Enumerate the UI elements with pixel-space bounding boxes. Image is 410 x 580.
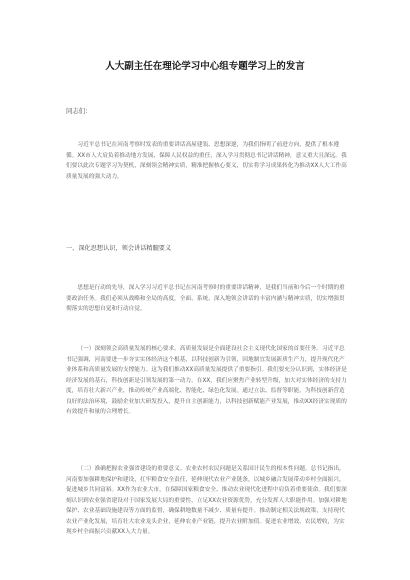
salutation: 同志们： <box>66 107 92 115</box>
intro-paragraph <box>66 140 350 182</box>
section-heading: 一、深化思想认识，领会讲话精髓要义 <box>66 245 172 252</box>
paragraph-text: （二）准确把握农业强省建设的重要意义。农业农村农民问题是关系国计民生的根本性问题。总书记指出，河南要加强耕地保护和建设，扛牢粮食安全责任，延伸现代农业产业链条，以城乡融合发展带动乡村全面振兴，促进城乡共同富裕。XX作为农业大市，在保障国家粮食安全、推动农业现代化进程中肩负着重要使命。我们要深刻认识到农业强省建设对于国家发展大局的重要性，立足XX农业资源优势，充分发挥人大职能作用。加强对耕地保护、农业基础设施建设等方面的监督，确保耕地数量不减少、质量有提升。推动制定相关法规政策，支持现代农业产业化发展，培育壮大农业龙头企业，延伸农业产业链，提升农业附加值。促进农业增效、农民增收，为实现乡村全面振兴贡献XX人大力量。 <box>66 466 347 535</box>
paragraph-text: 思想是行动的先导，深入学习习近平总书记在河南考察时的重要讲话精神，是我们当前和今后一个时期的重要政治任务。我们必须从战略和全局的高度，全面、系统、深入地领会讲话的丰富内涵与精神实质，切实增强贯彻落实的思想自觉和行动自觉。 <box>66 285 345 312</box>
subsection-paragraph-1 <box>66 344 350 418</box>
paragraph-text: （一）深刻领会高质量发展的核心要求。高质量发展是全面建设社会主义现代化国家的首要任务。习近平总书记强调，河南要进一步夯实实体经济这个根基，以科技创新为引领，因地制宜发展新质生产力，提升现代化产业体系和高质量发展的支撑能力。这为我们推动XX高质量发展提供了重要指引。我们要充分认识到，实体经济是经济发展的基石，科技创新是引领发展的第一动力。在XX，我们应聚焦产业转型升级，加大对实体经济的支持力度，培育壮大新兴产业，推动传统产业高端化、智能化、绿色化发展。通过立法、监督等职能，为科技创新营造良好的法治环境，鼓励企业加大研发投入，提升自主创新能力，以科技创新赋能产业发展，推动XX经济实现质的有效提升和量的合理增长。 <box>66 346 347 415</box>
paragraph-text: 习近平总书记在河南考察时发表的重要讲话高屋建瓴、思想深邃，为我们指明了前进方向、提供了根本遵循。XX市人大肩负着推动地方发展、保障人民权益的重任，深入学习贯彻总书记讲话精神，意义重大且深远。我们要以此次专题学习为契机，深刻领会精神实质，精准把握核心要义，切实将学习成果转化为推动XX人大工作高质量发展的强大动力。 <box>66 142 347 180</box>
subsection-paragraph-2 <box>66 464 350 538</box>
document-title: 人大副主任在理论学习中心组专题学习上的发言 <box>105 61 305 72</box>
section-paragraph <box>66 283 350 315</box>
